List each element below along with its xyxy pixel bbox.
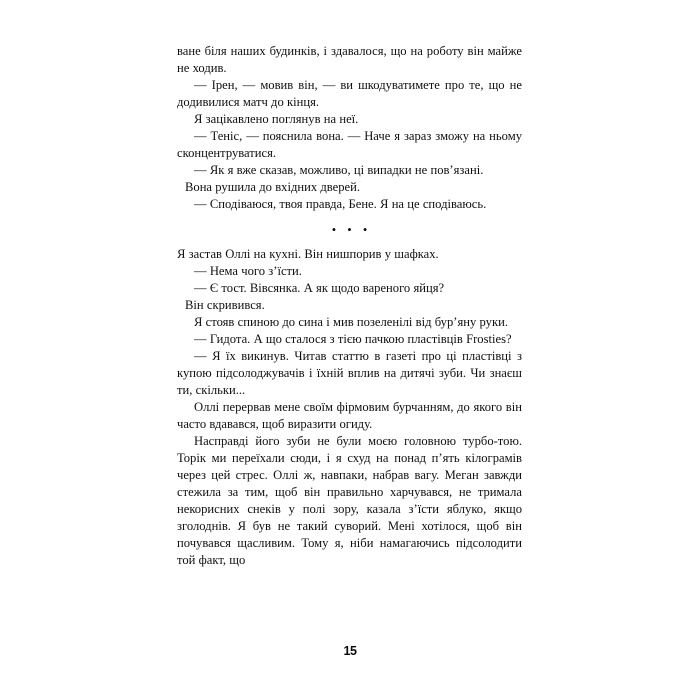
paragraph: Насправді його зуби не були моєю головною турбо-тою. Торік ми переїхали сюди, і я схуд на понад п’ять кілограмів через цей стрес. Оллі ж, навпаки, набрав вагу. Меган завжди стежила за тим, щоб він правильно харчувався, не тримала некорисних снеків у полі зору, казала з’їсти яблуко, якщо зголоднів. Я був не такий суворий. Мені хотілося, щоб він почувався щасливим. Тому я, ніби намагаючись підсолодити той факт, що bbox=[177, 433, 522, 567]
paragraph: Я застав Оллі на кухні. Він нишпорив у шафках. bbox=[177, 247, 439, 262]
paragraph: — Теніс, — пояснила вона. — Наче я зараз зможу на ньому сконцентруватися. bbox=[177, 128, 522, 160]
paragraph: — Ірен, — мовив він, — ви шкодуватимете про те, що не додивилися матч до кінця. bbox=[177, 77, 522, 109]
paragraph: — Я їх викинув. Читав статтю в газеті про ці пластівці з купою підсолоджувачів і їхній вплив на дитячі зуби. Чи знаєш ти, скільки... bbox=[177, 349, 522, 398]
paragraph: — Нема чого з’їсти. bbox=[194, 264, 302, 279]
paragraph: Я стояв спиною до сина і мив позеленілі від бур’яну руки. bbox=[194, 315, 508, 330]
paragraph: — Сподіваюся, твоя правда, Бене. Я на це сподіваюсь. bbox=[194, 196, 487, 211]
paragraph: Він скривився. bbox=[185, 298, 265, 313]
paragraph: — Гидота. А що сталося з тією пачкою пластівців Frosties? bbox=[194, 332, 512, 347]
paragraph: Вона рушила до вхідних дверей. bbox=[185, 179, 361, 194]
paragraph: — Як я вже сказав, можливо, ці випадки не пов’язані. bbox=[194, 162, 484, 177]
page-number: 15 bbox=[343, 644, 357, 658]
paragraph: ване біля наших будинків, і здавалося, що на роботу він майже не ходив. bbox=[177, 44, 522, 75]
scene-divider: • • • bbox=[331, 222, 372, 237]
page-text-block bbox=[177, 43, 522, 569]
paragraph: — Є тост. Вівсянка. А як щодо вареного яйця? bbox=[194, 281, 445, 296]
paragraph: Я зацікавлено поглянув на неї. bbox=[194, 111, 359, 126]
paragraph: Оллі перервав мене своїм фірмовим бурчанням, до якого він часто вдавався, щоб виразити огиду. bbox=[177, 400, 522, 432]
